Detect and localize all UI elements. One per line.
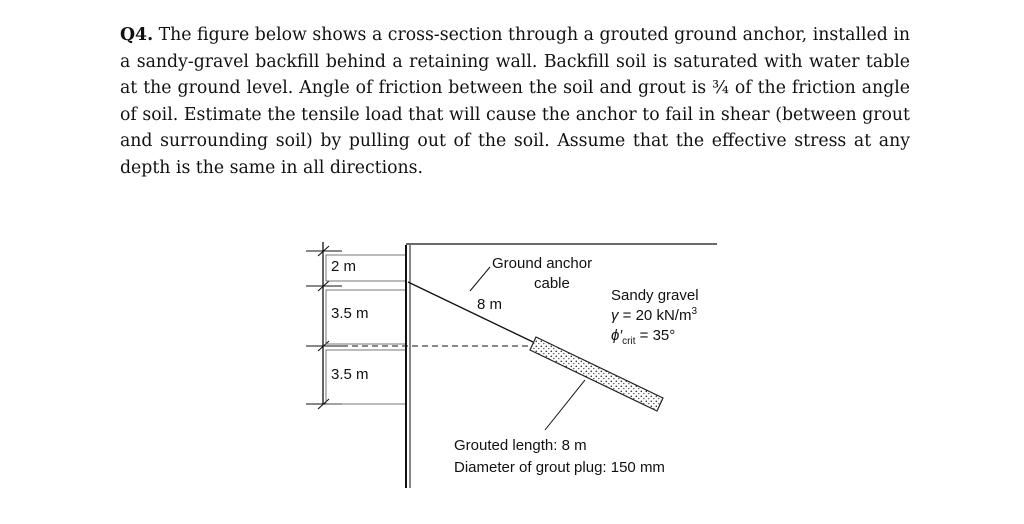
question-number: Q4. [120,25,154,45]
grouted-length-label: Grouted length: 8 m [454,437,587,454]
dim-label-3-5m-upper: 3.5 m [331,305,369,322]
friction-angle-label: $\phi'_{crit} = 35^\circ$ [611,327,676,347]
grout-diameter-label: Diameter of grout plug: 150 mm [454,459,665,476]
retaining-wall [406,245,410,488]
cable-label-leader [470,267,490,291]
cable-label-line2: cable [534,275,570,292]
cable-length-label: 8 m [477,296,503,313]
dim-label-3-5m-lower: 3.5 m [331,366,369,383]
dim-label-2m: 2 m [331,258,357,275]
grout-label-leader [545,380,585,430]
cable-label-line1: Ground anchor [492,255,593,272]
question-body: The figure below shows a cross-section through a grouted ground anchor, installed in a sandy-gravel backfill behind a retaining wall. Backfill soil is saturated with water table at the ground level. Angle of friction between the soil and grout is ¾ of the friction angle of soil. Estimate the tensile load that will cause the anchor to fail in shear (between grout and surrounding soil) by pulling out of the soil. Assume that the effective stress at any depth is the same in all directions. [120,25,910,178]
unit-weight-label: γ = 20 $kN/m^3$ [611,306,698,324]
soil-name-label: Sandy gravel [611,287,699,304]
grout-plug [530,337,663,411]
